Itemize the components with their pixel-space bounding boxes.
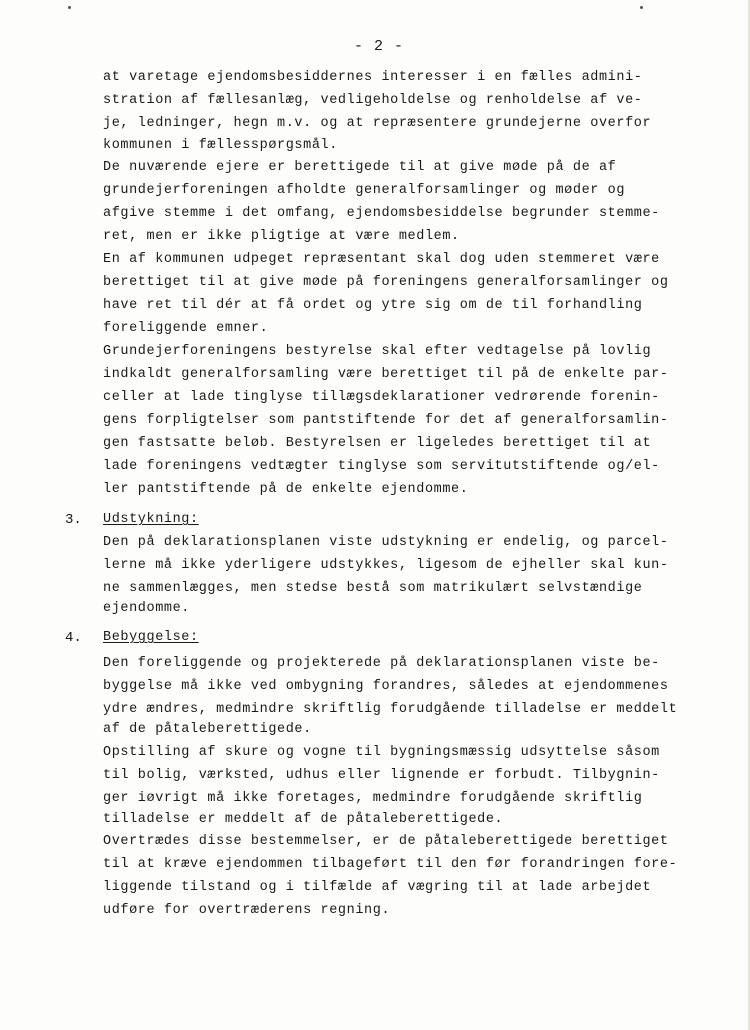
text-line: byggelse må ikke ved ombygning forandres, således at ejendommenes [103, 679, 669, 694]
text-line: lade foreningens vedtægter tinglyse som servitutstiftende og/el- [103, 459, 660, 474]
scan-speck [68, 6, 71, 9]
text-line: liggende tilstand og i tilfælde af vægring til at lade arbejdet [103, 880, 652, 895]
text-line: En af kommunen udpeget repræsentant skal dog uden stemmeret være [103, 252, 660, 267]
page-number: - 2 - [354, 38, 405, 55]
text-line: udføre for overtræderens regning. [103, 903, 391, 918]
text-line: til at kræve ejendommen tilbageført til den før forandringen fore- [103, 857, 678, 872]
text-line: ler pantstiftende på de enkelte ejendomme. [103, 482, 469, 497]
text-line: foreliggende emner. [103, 321, 269, 336]
text-line: Grundejerforeningens bestyrelse skal efter vedtagelse på lovlig [103, 344, 652, 359]
scan-speck [640, 6, 643, 9]
text-line: Overtrædes disse bestemmelser, er de påtaleberettigede berettiget [103, 834, 669, 849]
text-line: kommunen i fællesspørgsmål. [103, 138, 338, 153]
section-number: 4. [65, 630, 82, 646]
text-line: til bolig, værksted, udhus eller lignende er forbudt. Tilbygnin- [103, 768, 660, 783]
text-line: ret, men er ikke pligtige at være medlem. [103, 229, 460, 244]
text-line: af de påtaleberettigede. [103, 722, 312, 737]
text-line: ger iøvrigt må ikke foretages, medmindre forudgående skriftlig [103, 791, 643, 806]
text-line: afgive stemme i det omfang, ejendomsbesiddelse begrunder stemme- [103, 206, 660, 221]
text-line: Opstilling af skure og vogne til bygningsmæssig udsyttelse såsom [103, 745, 660, 760]
text-line: gen fastsatte beløb. Bestyrelsen er ligeledes berettiget til at [103, 436, 652, 451]
text-line: ydre ændres, medmindre skriftlig forudgående tilladelse er meddelt [103, 702, 678, 717]
text-line: De nuværende ejere er berettigede til at give møde på de af [103, 160, 617, 175]
text-line: lerne må ikke yderligere udstykkes, ligesom de ejheller skal kun- [103, 558, 669, 573]
text-line: berettiget til at give møde på foreningens generalforsamlinger og [103, 275, 669, 290]
text-line: grundejerforeningen afholdte generalforsamlinger og møder og [103, 183, 626, 198]
text-line: ne sammenlægges, men stedse bestå som matrikulært selvstændige [103, 581, 643, 596]
text-line: tilladelse er meddelt af de påtaleberettigede. [103, 812, 504, 827]
text-line: Den foreliggende og projekterede på deklarationsplanen viste be- [103, 656, 660, 671]
text-line: indkaldt generalforsamling være berettiget til på de enkelte par- [103, 367, 669, 382]
text-line: have ret til dér at få ordet og ytre sig om de til forhandling [103, 298, 643, 313]
text-line: at varetage ejendomsbesiddernes interesser i en fælles admini- [103, 70, 643, 85]
text-line: stration af fællesanlæg, vedligeholdelse og renholdelse af ve- [103, 93, 643, 108]
text-line: Den på deklarationsplanen viste udstykning er endelig, og parcel- [103, 535, 669, 550]
text-line: ejendomme. [103, 601, 191, 616]
section-number: 3. [65, 512, 82, 528]
section-heading: Udstykning: [103, 512, 199, 527]
text-line: celler at lade tinglyse tillægsdeklarationer vedrørende forenin- [103, 390, 660, 405]
text-line: gens forpligtelser som pantstiftende for det af generalforsamlin- [103, 413, 669, 428]
text-line: je, ledninger, hegn m.v. og at repræsentere grundejerne overfor [103, 116, 652, 131]
section-heading: Bebyggelse: [103, 630, 199, 645]
